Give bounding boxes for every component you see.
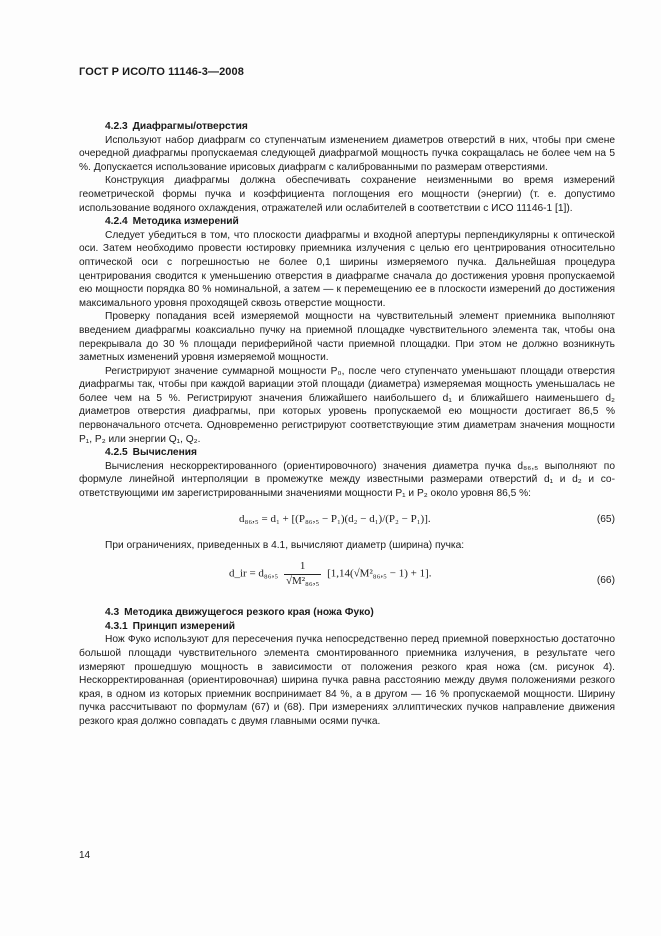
section-number: 4.3 bbox=[105, 607, 120, 619]
section-heading-4-2-3 bbox=[79, 120, 615, 134]
section-number: 4.2.3 bbox=[105, 121, 128, 132]
section-title: Методика движущегося резкого края (ножа Фуко) bbox=[124, 607, 374, 619]
fraction-denominator: √M²₈₆,₅ bbox=[285, 574, 320, 587]
section-number: 4.2.5 bbox=[105, 447, 128, 459]
paragraph: Следует убедиться в том, что плоскости диафрагмы и входной апертуры перпендикулярны к оптической оси. Затем необходимо провести юстировку приемника излучения с целью его центрирования относительно оптической оси с погрешностью не более 0,1 ширины измеряемого пучка. Дальнейшая процедура центрирования сводится к уменьшению отверстия в диафрагме сначала до достижения уровня пропускаемой ею мощности порядка 80 % номинальной, а затем — к перемещению ее в плоскости измерений до достижения максимального уровня проходящей сквозь отверстие мощности. bbox=[79, 229, 615, 309]
section-heading-4-2-4 bbox=[79, 215, 615, 229]
section-number: 4.2.4 bbox=[105, 216, 128, 228]
formula-fraction bbox=[284, 560, 321, 588]
paragraph: Конструкция диафрагмы должна обеспечивать сохранение неизменными во время измерений геометрической формы пучка и коэффициента поглощения его мощности (энергии) (т. е. допустимо использование водяного охлаждения, отражателей или ослабителей в соответствии с ИСО 11146-1 [1]). bbox=[79, 175, 615, 214]
formula-65 bbox=[79, 507, 615, 535]
paragraph: Используют набор диафрагм со ступенчатым изменением диаметров отверстий в них, чтобы при смене очередной диафрагмы пропускаемая следующей диафрагмой мощность пучка сокращалась не более чем на 5 %. Допускается использование ирисовых диафрагм с калиброванными по размерам отверстиями. bbox=[79, 134, 615, 173]
paragraph: Вычисления нескорректированного (ориентировочного) значения диаметра пучка d₈₆,₅ выполняют по формуле линейной интерполяции в промежутке между известными размерами отверстий d₁ и d₂ и соответствующими им зарегистрированными значениями мощности P₁ и P₂ около уровня 86,5 %: bbox=[79, 460, 615, 500]
section-heading-4-3 bbox=[79, 606, 615, 620]
document-body bbox=[79, 111, 615, 729]
formula-expression bbox=[229, 560, 432, 588]
paragraph: Регистрируют значение суммарной мощности P₀, после чего ступенчато уменьшают площади отверстия диафрагмы так, чтобы при каждой вариации этой площади (диаметра) измеряемая мощность уменьшалась не более чем на 5 %. Регистрируют значения ближайшего наибольшего d₁ и ближайшего наименьшего d₂ диаметров отверстия диафрагмы, при которых уровень пропускаемой ею мощности достигает 86,5 % первоначального отсчета. Одновременно регистрируют соответствующие этим диаметрам значения мощности P₁, P₂ или энергии Q₁, Q₂. bbox=[79, 365, 615, 445]
section-title: Вычисления bbox=[132, 447, 197, 459]
section-title: Методика измерений bbox=[132, 216, 239, 228]
formula-expression: d₈₆,₅ = d₁ + [(P₈₆,₅ − P₁)(d₂ − d₁)/(P₂ − P₁)]. bbox=[239, 512, 431, 525]
page-number: 14 bbox=[79, 850, 91, 861]
formula-lhs: d_ir = d₈₆,₅ bbox=[229, 567, 279, 580]
paragraph: Нож Фуко используют для пересечения пучка непосредственно перед приемной поверхностью достаточно большой площади чувствительного элемента смонтированного приемника излучения, в результате чего измеряют прошедшую мощность в зависимости от положения резкого края ножа (см. рисунок 4). Нескорректированная (ориентировочная) ширина пучка равна расстоянию между двумя положениями резкого края, в одном из которых приемник воспринимает 84 %, а в другом — 16 % пропускаемой мощности. Ширину пучка рассчитывают по формулам (67) и (68). При измерениях эллиптических пучков направление движения резкого края должно совпадать с двумя главными осями пучка. bbox=[79, 634, 615, 727]
section-title: Диафрагмы/отверстия bbox=[132, 121, 248, 132]
paragraph: Проверку попадания всей измеряемой мощности на чувствительный элемент приемника выполняют введением диафрагмы коаксиально пучку на приемной площадке чувствительного элемента так, чтобы она перекрывала до 30 % площади периферийной части приемной площадки. При этом не должно возникнуть заметных изменений уровня измеряемой мощности. bbox=[79, 311, 615, 364]
section-heading-4-2-5 bbox=[79, 446, 615, 460]
section-heading-4-3-1 bbox=[79, 620, 615, 634]
formula-rhs: [1,14(√M²₈₆,₅ − 1) + 1]. bbox=[327, 567, 432, 580]
fraction-numerator: 1 bbox=[284, 560, 321, 575]
formula-number: (65) bbox=[596, 513, 615, 525]
document-header: ГОСТ Р ИСО/ТО 11146-3—2008 bbox=[79, 66, 244, 78]
formula-number: (66) bbox=[596, 575, 615, 587]
section-title: Принцип измерений bbox=[132, 620, 235, 632]
formula-66 bbox=[79, 556, 615, 600]
section-number: 4.3.1 bbox=[105, 620, 128, 632]
paragraph: При ограничениях, приведенных в 4.1, вычисляют диаметр (ширина) пучка: bbox=[105, 539, 465, 551]
